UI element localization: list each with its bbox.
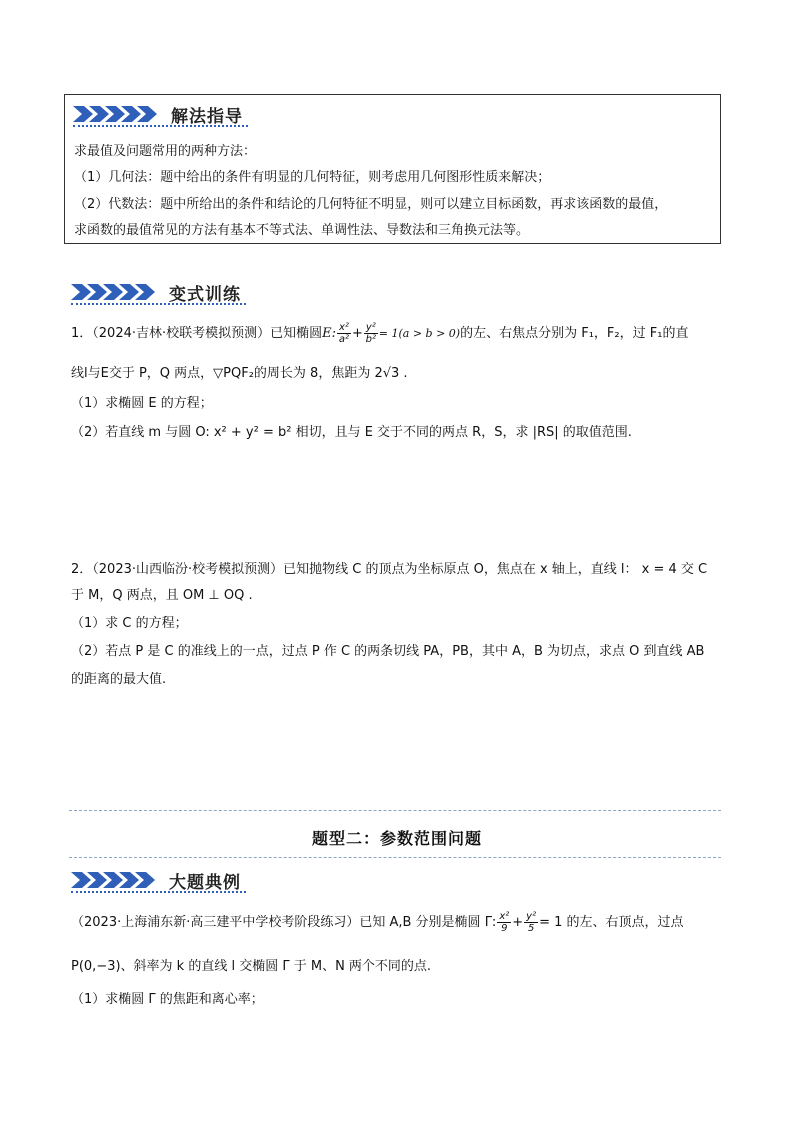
q1-frac-1: $\frac{\text{x²}}{\text{a²}}$ [338, 322, 350, 345]
guide-line-3: （2）代数法：题中所给出的条件和结论的几何特征不明显，则可以建立目标函数，再求该函数的最值， [74, 197, 668, 212]
method-guide-box [64, 94, 721, 244]
q2-part-1: （1）求 C 的方程； [71, 616, 188, 631]
guide-heading [73, 101, 243, 127]
chevron-banner-icon [73, 106, 165, 122]
type2-frac-2: $\frac{\text{y²}}{5}$ [526, 911, 537, 934]
type2-part-1: （1）求椭圆 Γ 的焦距和离心率； [71, 992, 264, 1007]
type2-line-2: P(0,−3)、斜率为 k 的直线 l 交椭圆 Γ 于 M、N 两个不同的点. [71, 959, 432, 974]
type2-lead: （2023·上海浦东新·高三建平中学校考阶段练习）已知 A,B 分别是椭圆 Γ: [71, 915, 497, 930]
practice-heading-text: 变式训练 [169, 284, 241, 305]
q1-eq-prefix: E: [322, 326, 336, 341]
practice-heading [71, 279, 241, 305]
chevron-banner-icon [71, 284, 163, 300]
section-divider-bottom [69, 857, 721, 858]
q2-line-1: 2．（2023·山西临汾·校考模拟预测）已知抛物线 C 的顶点为坐标原点 O，焦点在 x 轴上，直线 l： x = 4 交 C [71, 562, 708, 577]
guide-line-4: 求函数的最值常见的方法有基本不等式法、单调性法、导数法和三角换元法等。 [74, 223, 530, 238]
q1-part-1: （1）求椭圆 E 的方程； [71, 396, 213, 411]
q2-line-2: 于 M，Q 两点，且 OM ⊥ OQ . [71, 588, 253, 603]
q1-lead: 1．（2024·吉林·校联考模拟预测）已知椭圆 [71, 326, 323, 341]
type2-title: 题型二：参数范围问题 [311, 829, 482, 848]
type2-heading [71, 867, 241, 893]
q1-tail: 的左、右焦点分别为 F₁，F₂，过 F₁的直 [460, 326, 689, 341]
q1-eq-suffix: = 1(a > b > 0) [378, 327, 461, 340]
type2-heading-text: 大题典例 [169, 872, 241, 893]
q2-part-2b: 的距离的最大值. [71, 672, 167, 687]
guide-line-1: 求最值及问题常用的两种方法： [74, 144, 257, 159]
type2-line-1: （2023·上海浦东新·高三建平中学校考阶段练习）已知 A,B 分别是椭圆 Γ: $\frac{\text{x²}}{9}$ + $\frac{\text{y²}}{5}$ = 1 的左、右顶点，过点 [71, 911, 684, 934]
type2-eq-suffix: = 1 的左、右顶点，过点 [539, 915, 684, 930]
type2-frac-1: $\frac{\text{x²}}{9}$ [499, 911, 510, 934]
q1-line-2: 线l与E交于 P，Q 两点，▽PQF₂的周长为 8，焦距为 2√3 . [71, 366, 408, 381]
section-divider-top [69, 810, 721, 811]
q1-part-2: （2）若直线 m 与圆 O: x² + y² = b² 相切，且与 E 交于不同的两点 R，S，求 |RS| 的取值范围. [71, 425, 632, 440]
q1-line-1: 1．（2024·吉林·校联考模拟预测）已知椭圆E: $\frac{\text{x²}}{\text{a²}}$ + $\frac{\text{y²}}{\text{b²}}$ = 1(a > b > 0)的左、右焦点分别为 F₁，F₂，过 F₁的直 [71, 322, 689, 345]
chevron-banner-icon [71, 872, 163, 888]
guide-heading-text: 解法指导 [171, 106, 243, 127]
q1-frac-2: $\frac{\text{y²}}{\text{b²}}$ [365, 322, 376, 345]
q2-part-2a: （2）若点 P 是 C 的准线上的一点，过点 P 作 C 的两条切线 PA，PB，其中 A，B 为切点，求点 O 到直线 AB [71, 644, 705, 659]
guide-line-2: （1）几何法：题中给出的条件有明显的几何特征，则考虑用几何图形性质来解决； [74, 170, 551, 185]
